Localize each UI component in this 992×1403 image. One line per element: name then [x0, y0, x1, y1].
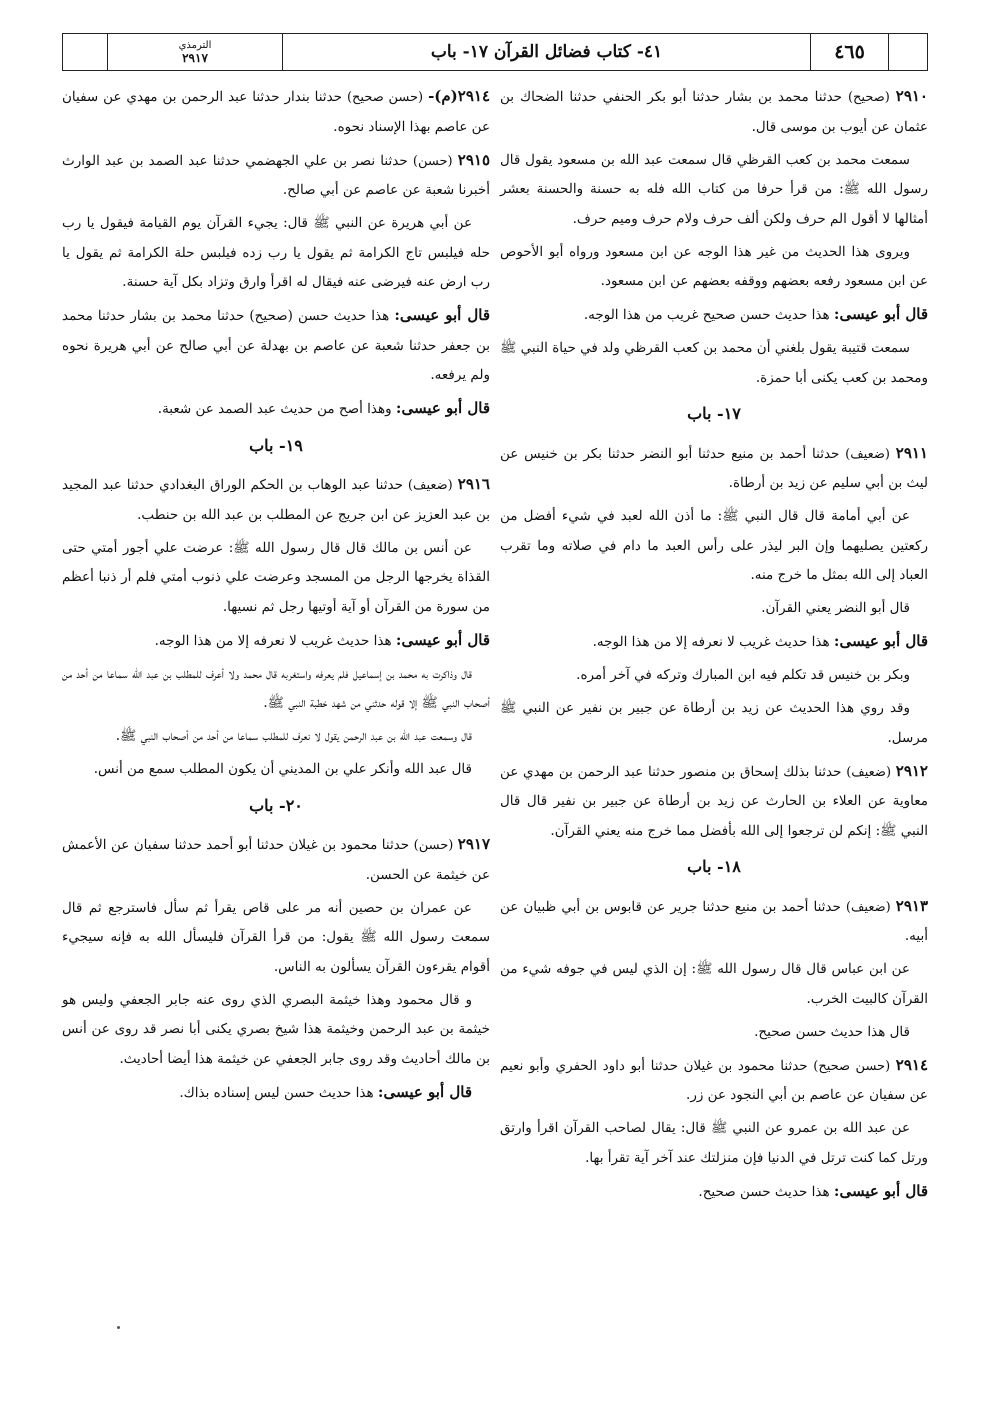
left-column [62, 82, 490, 1112]
hadith-isnad: حدثنا محمود بن غيلان حدثنا أبو داود الحفري وأبو نعيم عن سفيان عن عاصم بن أبي النجود عن زر. [500, 1057, 928, 1103]
hadith-grade: (ضعيف) [846, 764, 892, 780]
hadith-grade: (حسن صحيح) [346, 90, 424, 105]
stray-mark [117, 1326, 120, 1329]
hadith-2917-isnad [62, 830, 490, 890]
hadith-number: ٢٩١٣ [895, 896, 929, 915]
hadith-2916-ruling [62, 626, 490, 657]
hadith-number: ٢٩١٧ [457, 835, 491, 853]
hadith-2916-extra1: قال وذاكرت به محمد بن إسماعيل فلم يعرفه واستغربه قال محمد ولا أعرف للمطلب بن عبد الله سماعا من أحد من أصحاب النبي ﷺ إلا قوله حدثني من شهد خطبة النبي ﷺ. [62, 665, 490, 711]
hadith-isnad: حدثنا أحمد بن منيع حدثنا أبو النضر حدثنا بكر بن خنيس عن ليث بن أبي سليم عن زيد بن أرطاة. [500, 445, 928, 491]
hadith-grade: (ضعيف) [845, 446, 890, 462]
hadith-isnad: حدثنا محمد بن بشار حدثنا أبو بكر الحنفي حدثنا الضحاك بن عثمان عن أيوب بن موسى قال. [500, 89, 928, 135]
hadith-2914m-isnad [62, 82, 490, 142]
hadith-number: ٢٩١١ [895, 443, 928, 462]
hadith-grade: (ضعيف) [845, 899, 891, 915]
hadith-2910-extra: سمعت قتيبة يقول بلغني أن محمد بن كعب القرظي ولد في حياة النبي ﷺ ومحمد بن كعب يكنى أبا حمزة. [500, 340, 928, 386]
page-header [62, 33, 928, 71]
hadith-2915-ruling [62, 301, 490, 391]
ruling-text: هذا حديث حسن صحيح غريب من هذا الوجه. [583, 307, 830, 323]
hadith-grade: (ضعيف) [407, 478, 453, 493]
hadith-isnad: حدثنا نصر بن علي الجهضمي حدثنا عبد الصمد بن عبد الوارث أخبرنا شعبة عن عاصم عن أبي صالح. [62, 152, 490, 198]
hadith-2916-matn: عن أنس بن مالك قال قال رسول الله ﷺ: عرضت علي أجور أمتي حتى القذاة يخرجها الرجل من المسجد وعرضت علي ذنوب أمتي فلم أر ذنبا أعظم من سورة من القرآن أو آية أوتيها رجل ثم نسيها. [62, 539, 490, 615]
bab-19-heading: ١٩- باب [249, 435, 303, 455]
header-blank-left [63, 34, 107, 70]
hadith-2913-matn: عن ابن عباس قال قال رسول الله ﷺ: إن الذي ليس في جوفه شيء من القرآن كالبيت الخرب. [500, 961, 928, 1007]
ruling-text: هذا حديث حسن ليس إسناده بذاك. [179, 1084, 374, 1101]
hadith-grade: (حسن صحيح) [813, 1058, 891, 1074]
hadith-2917-extra: و قال محمود وهذا خيثمة البصري الذي روى عنه جابر الجعفي وليس هو خيثمة بن عبد الرحمن وخيثمة هذا شيخ بصري يكنى أبا نصر قد روى عن أنس بن مالك أحاديث وقد روى جابر الجعفي عن خيثمة هذا أيضا أحاديث. [62, 991, 490, 1067]
abu-isa-label: قال أبو عيسى: [833, 305, 928, 323]
abu-isa-label: قال أبو عيسى: [395, 630, 490, 649]
hadith-2915-matn: عن أبي هريرة عن النبي ﷺ قال: يجيء القرآن يوم القيامة فيقول يا رب حله فيلبس تاج الكرامة ثم يقول يا رب زده فيلبس حلة الكرامة ثم يقول يا رب ارض عنه فيرضى عنه فيقال له اقرأ وارق وتزاد بكل آية حسنة. [62, 215, 490, 290]
hadith-grade: (حسن) [413, 838, 454, 853]
hadith-2914-matn: عن عبد الله بن عمرو عن النبي ﷺ قال: يقال لصاحب القرآن اقرأ وارتق ورتل كما كنت ترتل في الدنيا فإن منزلتك عند آخر آية تقرأ بها. [500, 1120, 928, 1166]
hadith-2916-extra3: قال عبد الله وأنكر علي بن المديني أن يكون المطلب سمع من أنس. [93, 761, 472, 777]
abu-isa-label: قال أبو عيسى: [394, 306, 491, 324]
hadith-2911-extra2: وقد روي هذا الحديث عن زيد بن أرطاة عن جبير بن نفير عن النبي ﷺ مرسل. [500, 700, 928, 746]
hadith-grade: (صحيح) [847, 90, 890, 105]
hadith-isnad: حدثنا بندار حدثنا عبد الرحمن بن مهدي عن سفيان عن عاصم بهذا الإسناد نحوه. [62, 89, 490, 135]
hadith-number: ٢٩١٥ [457, 150, 491, 169]
hadith-2914-ruling [500, 1177, 928, 1208]
right-column [500, 82, 928, 1211]
header-source-cell [107, 34, 282, 70]
hadith-2911-extra1: وبكر بن خنيس قد تكلم فيه ابن المبارك وتركه في آخر أمره. [576, 667, 910, 683]
hadith-2910-matn: سمعت محمد بن كعب القرظي قال سمعت عبد الله بن مسعود يقول قال رسول الله ﷺ: من قرأ حرفا من كتاب الله فله به حسنة والحسنة بعشر أمثالها لا أقول الم حرف ولكن ألف حرف ولام حرف وميم حرف. [500, 151, 928, 227]
ruling-text: وهذا أصح من حديث عبد الصمد عن شعبة. [157, 401, 392, 417]
bab-18-heading: ١٨- باب [687, 857, 741, 876]
hadith-2914-isnad [500, 1051, 928, 1111]
hadith-isnad: حدثنا محمود بن غيلان حدثنا أبو أحمد حدثنا سفيان عن الأعمش عن خيثمة عن الحسن. [62, 837, 490, 883]
ruling-text: هذا حديث غريب لا نعرفه إلا من هذا الوجه. [154, 632, 392, 649]
hadith-2913-isnad [500, 892, 928, 952]
hadith-2915-isnad [62, 146, 490, 206]
hadith-2911-ruling [500, 627, 928, 658]
hadith-2912-isnad [500, 757, 928, 847]
hadith-2910-isnad [500, 82, 928, 142]
bab-17-heading: ١٧- باب [687, 404, 741, 423]
hadith-2917-ruling [62, 1078, 490, 1109]
hadith-number: ٢٩١٠ [895, 87, 928, 105]
hadith-2916-isnad [62, 470, 490, 530]
abu-isa-label: قال أبو عيسى: [833, 632, 928, 650]
bab-20-heading: ٢٠- باب [249, 795, 303, 815]
hadith-2910-note: ويروى هذا الحديث من غير هذا الوجه عن ابن مسعود ورواه أبو الأحوص عن ابن مسعود رفعه بعضهم ووقفه بعضهم عن ابن مسعود. [500, 243, 928, 289]
hadith-2911-matn: عن أبي أمامة قال قال النبي ﷺ: ما أذن الله لعبد في شيء أفضل من ركعتين يصليهما وإن البر ليذر على رأس العبد ما دام في صلاته وما تقرب العباد إلى الله بمثل ما خرج منه. [500, 508, 928, 583]
hadith-range: ٢٩١٧ [182, 50, 208, 65]
hadith-isnad: حدثنا أحمد بن منيع حدثنا جرير عن قابوس بن أبي ظبيان عن أبيه. [500, 898, 928, 944]
hadith-2910-ruling [500, 300, 928, 331]
ruling-text: هذا حديث حسن (صحيح) حدثنا محمد بن بشار حدثنا محمد بن جعفر حدثنا شعبة عن عاصم بن بهدلة عن أبي صالح عن أبي هريرة نحوه ولم يرفعه. [62, 308, 490, 383]
hadith-grade: (حسن) [412, 153, 453, 169]
hadith-number: ٢٩١٤ [895, 1055, 929, 1074]
hadith-number: ٢٩١٦ [457, 475, 490, 493]
hadith-2911-note: قال أبو النضر يعني القرآن. [761, 600, 910, 616]
abu-isa-label: قال أبو عيسى: [833, 1181, 928, 1200]
hadith-2917-matn: عن عمران بن حصين أنه مر على قاص يقرأ ثم سأل فاسترجع ثم قال سمعت رسول الله ﷺ يقول: من قرأ القرآن فليسأل الله به فإنه سيجيء أقوام يقرءون القرآن يسألون به الناس. [62, 899, 490, 975]
hadith-2915-ruling2 [62, 394, 490, 425]
abu-isa-label: قال أبو عيسى: [377, 1082, 472, 1101]
hadith-isnad: حدثنا عبد الوهاب بن الحكم الوراق البغدادي حدثنا عبد المجيد بن عبد العزيز عن ابن جريج عن المطلب بن عبد الله بن حنطب. [62, 477, 490, 523]
source-label: الترمذي [178, 39, 212, 51]
hadith-number: ٢٩١٢ [895, 761, 928, 780]
hadith-2911-isnad [500, 439, 928, 499]
abu-isa-label: قال أبو عيسى: [395, 399, 490, 417]
hadith-number: ٢٩١٤(م)- [428, 87, 491, 105]
page-number: ٤٦٥ [810, 34, 888, 70]
hadith-2913-ruling: قال هذا حديث حسن صحيح. [754, 1023, 910, 1040]
ruling-text: هذا حديث غريب لا نعرفه إلا من هذا الوجه. [592, 634, 830, 650]
hadith-2916-extra2: قال وسمعت عبد الله بن عبد الرحمن يقول لا نعرف للمطلب سماعا من أحد من أصحاب النبي ﷺ. [115, 728, 472, 744]
header-title: ٤١- كتاب فضائل القرآن ١٧- باب [282, 34, 810, 70]
ruling-text: هذا حديث حسن صحيح. [698, 1183, 830, 1200]
hadith-isnad: حدثنا بذلك إسحاق بن منصور حدثنا عبد الرحمن بن مهدي عن معاوية عن العلاء بن الحارث عن زيد بن أرطاة عن جبير بن نفير قال قال النبي ﷺ: إنكم لن ترجعوا إلى الله بأفضل مما خرج منه يعني القرآن. [500, 763, 928, 839]
header-blank-right [888, 34, 927, 70]
